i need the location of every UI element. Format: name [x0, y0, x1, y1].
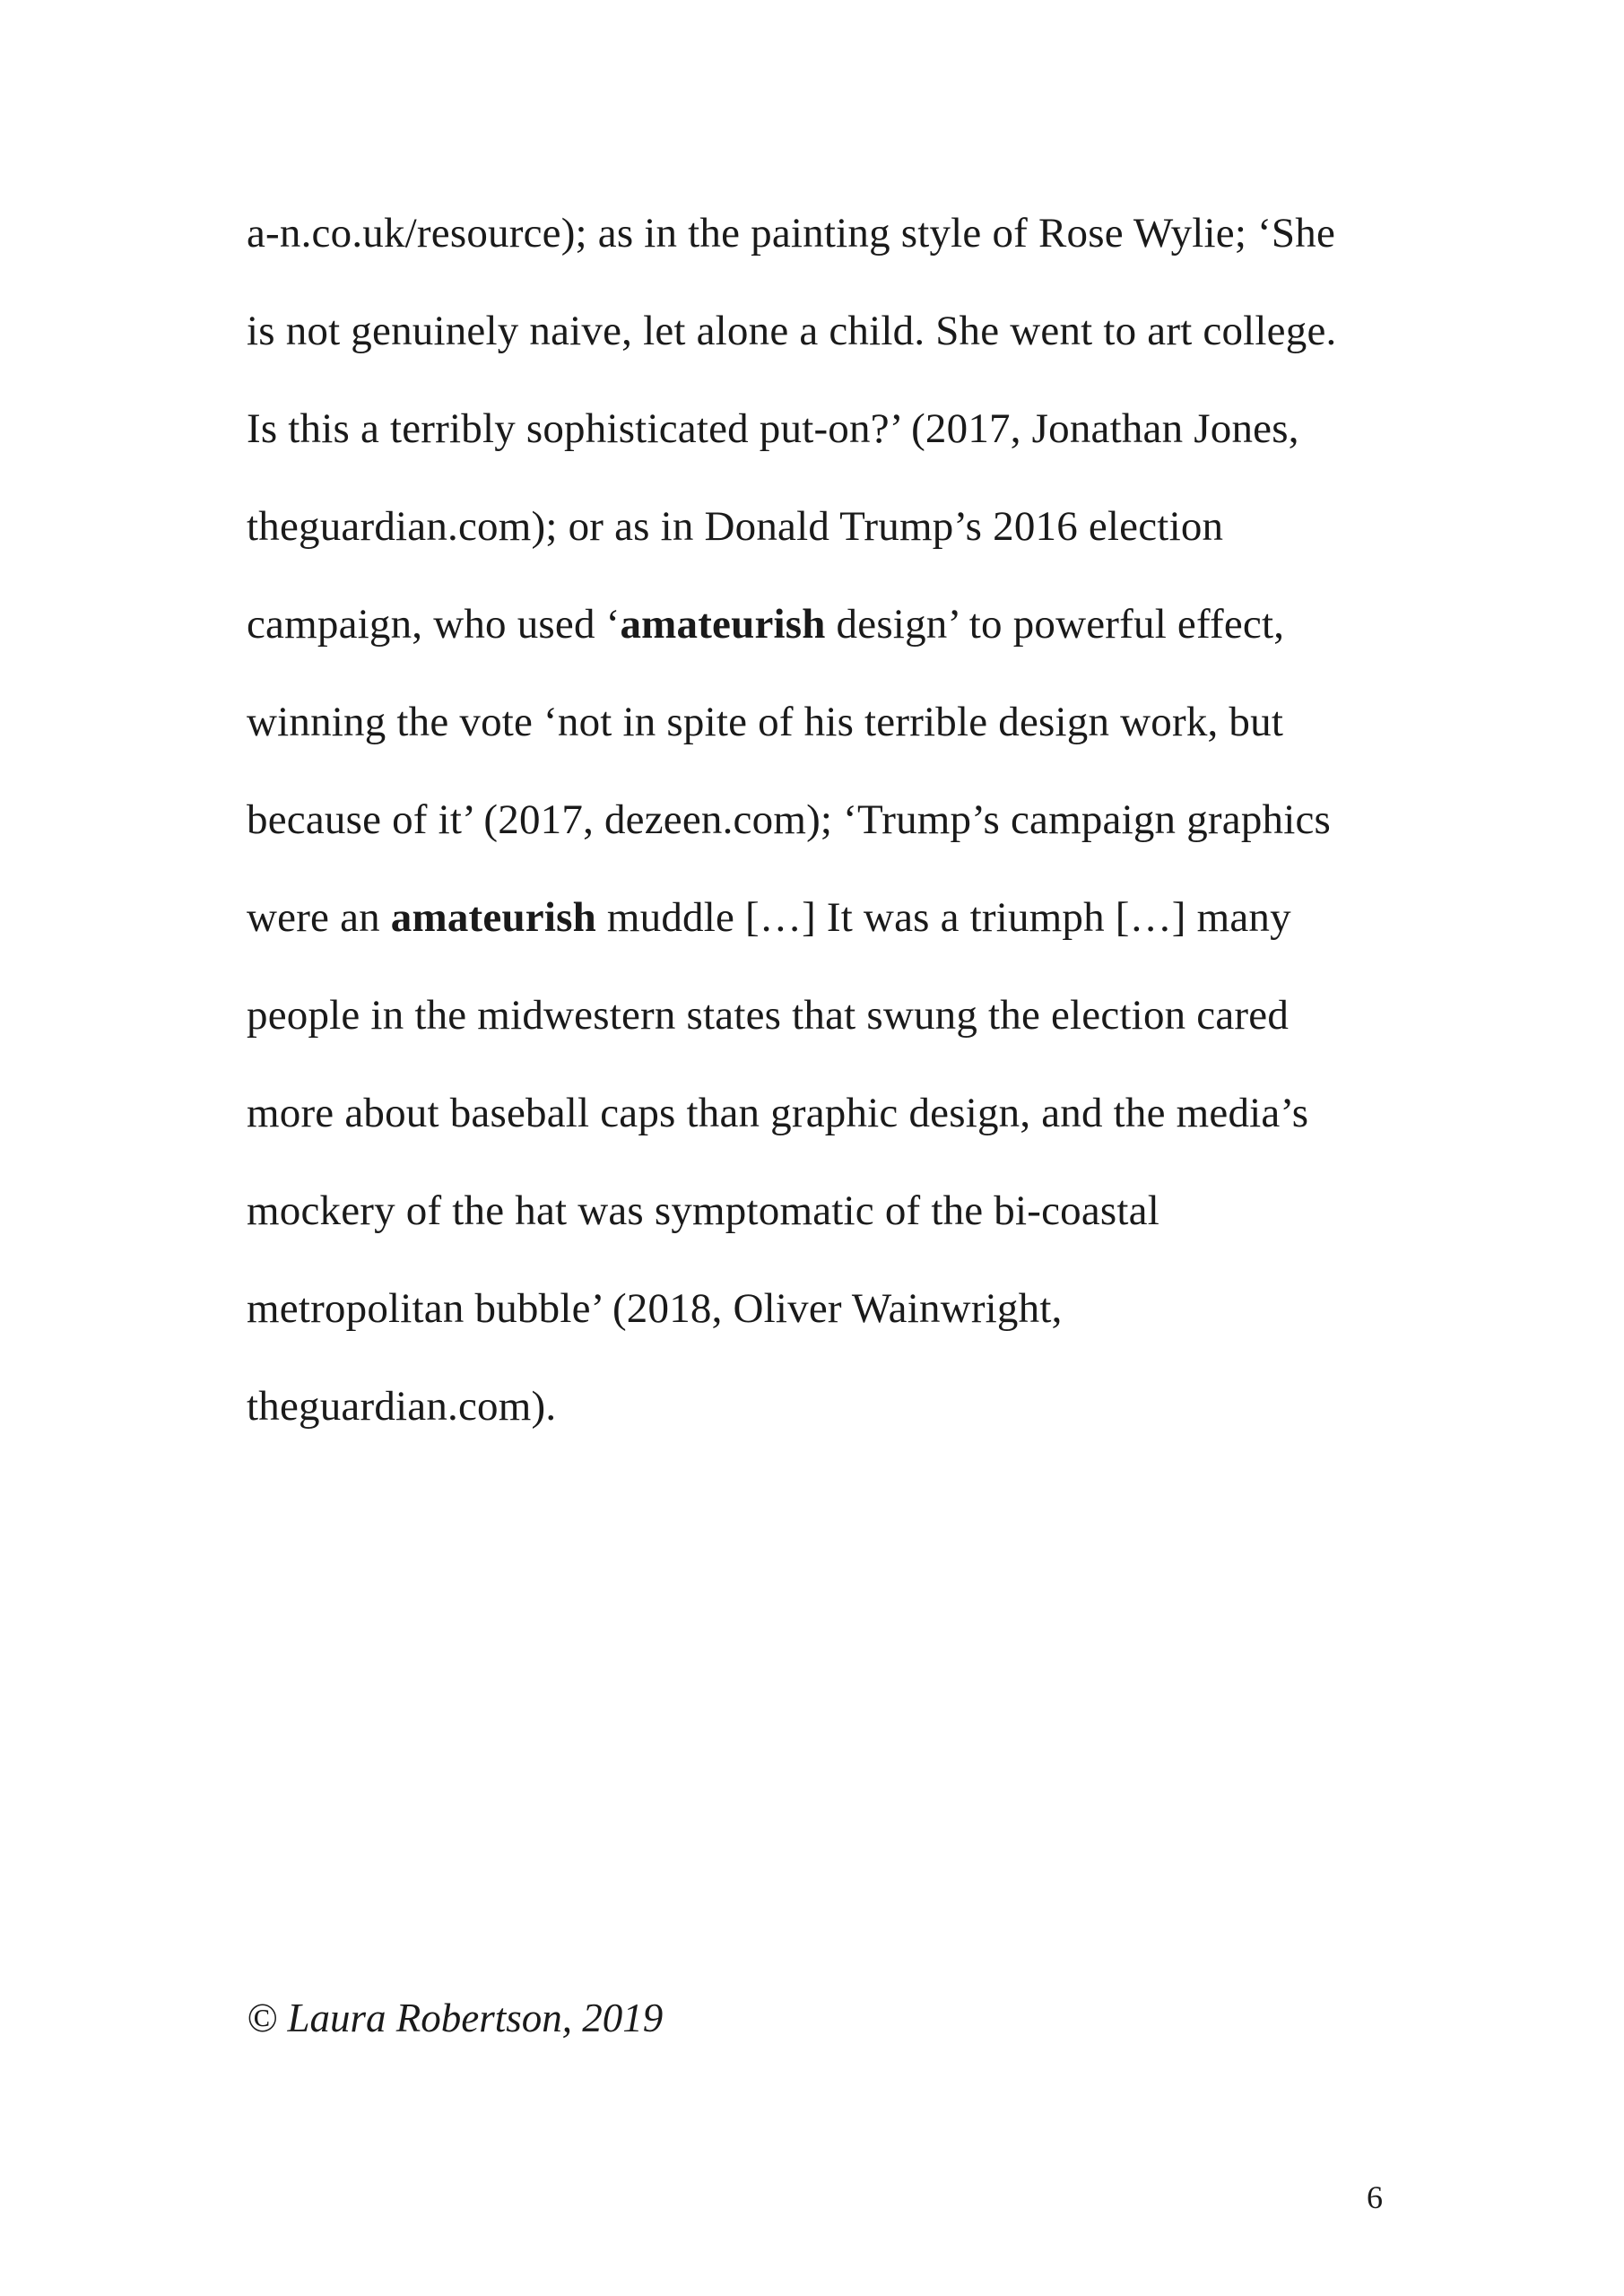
text-line — [247, 380, 1403, 478]
text-segment: theguardian.com); or as in Donald Trump’s 2016 election — [247, 503, 1224, 550]
body-paragraph — [247, 185, 1403, 1456]
text-segment: because of it’ (2017, dezeen.com); ‘Trump’s campaign graphics — [247, 796, 1332, 843]
text-line — [247, 967, 1403, 1065]
page-number: 6 — [1367, 2179, 1383, 2215]
text-line — [247, 1260, 1403, 1358]
emphasized-term: amateurish — [620, 601, 826, 648]
text-line — [247, 869, 1403, 967]
text-segment: campaign, who used ‘ — [247, 601, 621, 648]
text-line — [247, 478, 1403, 576]
text-segment: design’ to powerful effect, — [825, 601, 1285, 648]
text-segment: were an — [247, 894, 391, 941]
text-segment: theguardian.com). — [247, 1383, 557, 1430]
text-line — [247, 185, 1403, 283]
text-segment: a-n.co.uk/resource); as in the painting style of Rose Wylie; ‘She — [247, 210, 1336, 257]
text-line — [247, 771, 1403, 869]
emphasized-term: amateurish — [390, 894, 596, 941]
text-segment: metropolitan bubble’ (2018, Oliver Wainwright, — [247, 1285, 1063, 1332]
text-segment: muddle […] It was a triumph […] many — [595, 894, 1291, 941]
text-segment: people in the midwestern states that swung the election cared — [247, 992, 1290, 1039]
text-segment: winning the vote ‘not in spite of his terrible design work, but — [247, 699, 1284, 745]
text-line — [247, 576, 1403, 674]
text-line — [247, 283, 1403, 380]
text-segment: Is this a terribly sophisticated put-on?’ (2017, Jonathan Jones, — [247, 405, 1299, 452]
text-line — [247, 1358, 1403, 1456]
text-segment: is not genuinely naive, let alone a child. She went to art college. — [247, 308, 1337, 354]
text-line — [247, 1162, 1403, 1260]
text-segment: mockery of the hat was symptomatic of the bi-coastal — [247, 1187, 1159, 1234]
text-segment: more about baseball caps than graphic design, and the media’s — [247, 1090, 1309, 1136]
text-line — [247, 1065, 1403, 1162]
text-line — [247, 674, 1403, 771]
copyright-notice: © Laura Robertson, 2019 — [247, 1996, 664, 2040]
